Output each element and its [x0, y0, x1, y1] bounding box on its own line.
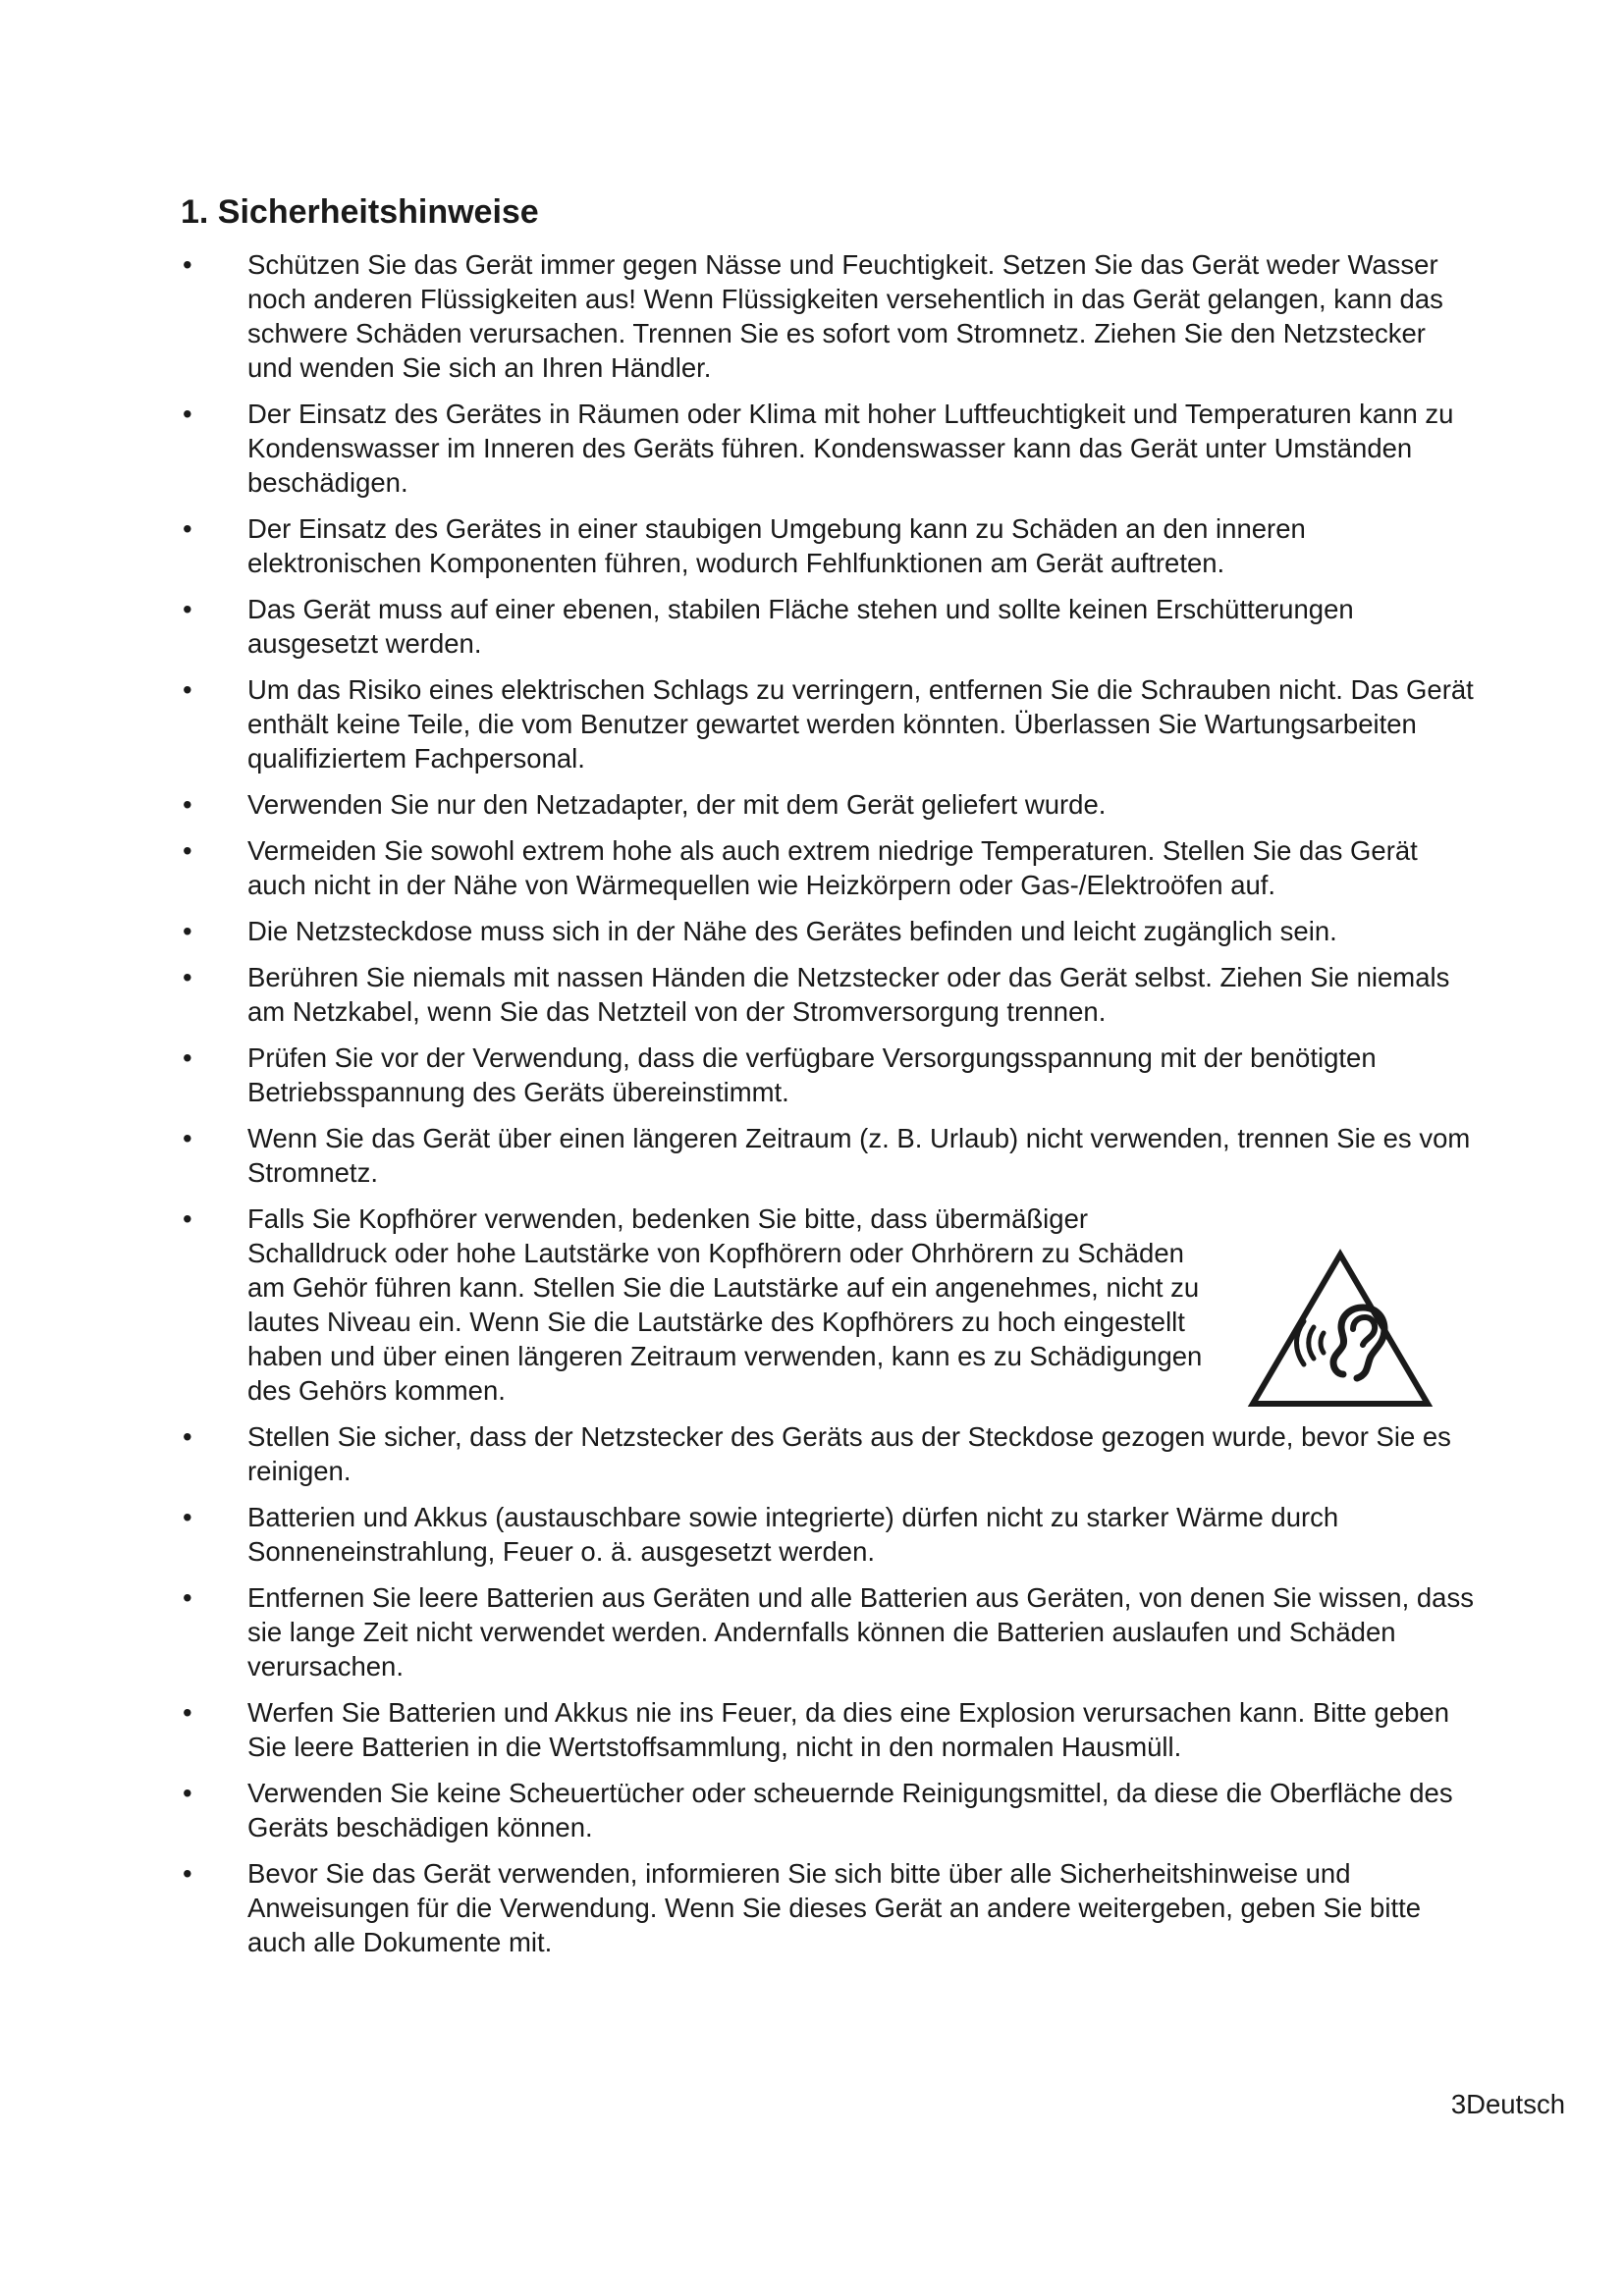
list-item-text: Berühren Sie niemals mit nassen Händen die Netzstecker oder das Gerät selbst. Ziehen Sie niemals am Netzkabel, wenn Sie das Netzteil von der Stromversorgung trennen. [247, 962, 1450, 1027]
bullet: • [183, 594, 192, 624]
list-item-text: Bevor Sie das Gerät verwenden, informieren Sie sich bitte über alle Sicherheitshinweise und Anweisungen für die Verwendung. Wenn Sie dieses Gerät an andere weitergeben, geben Sie bitte auch alle Dokumente mit. [247, 1858, 1422, 1957]
list-item-text: Die Netzsteckdose muss sich in der Nähe des Gerätes befinden und leicht zugänglich sein. [247, 916, 1337, 946]
bullet: • [183, 835, 192, 866]
list-item [0, 833, 1624, 902]
bullet: • [183, 1042, 192, 1073]
list-item [0, 511, 1624, 580]
list-item [0, 914, 1624, 948]
list-item [0, 1121, 1624, 1190]
list-item [0, 1580, 1624, 1683]
page-footer-label: 3Deutsch [1450, 2089, 1565, 2119]
list-item-text: Prüfen Sie vor der Verwendung, dass die verfügbare Versorgungsspannung mit der benötigten Betriebsspannung des Geräts übereinstimmt. [247, 1042, 1377, 1107]
bullet: • [183, 1697, 192, 1728]
list-item [0, 960, 1624, 1029]
list-item [0, 1776, 1624, 1844]
list-item-text: Der Einsatz des Gerätes in einer staubigen Umgebung kann zu Schäden an den inneren elektronischen Komponenten führen, wodurch Fehlfunktionen am Gerät auftreten. [247, 513, 1306, 578]
list-item-text: Batterien und Akkus (austauschbare sowie integrierte) dürfen nicht zu starker Wärme durch Sonneneinstrahlung, Feuer o. ä. ausgesetzt werden. [247, 1502, 1339, 1567]
hearing-warning-icon [1247, 1249, 1434, 1412]
list-item [0, 1856, 1624, 1959]
bullet: • [183, 399, 192, 429]
list-item [0, 592, 1624, 661]
list-item-text: Stellen Sie sicher, dass der Netzstecker des Geräts aus der Steckdose gezogen wurde, bevor Sie es reinigen. [247, 1421, 1451, 1486]
list-item-text: Das Gerät muss auf einer ebenen, stabilen Fläche stehen und sollte keinen Erschütterungen ausgesetzt werden. [247, 594, 1354, 659]
bullet: • [183, 1203, 192, 1234]
list-item [0, 672, 1624, 775]
list-item-text: Falls Sie Kopfhörer verwenden, bedenken Sie bitte, dass übermäßiger Schalldruck oder hohe Lautstärke von Kopfhörern oder Ohrhörern zu Schäden am Gehör führen kann. Stellen Sie die Lautstärke auf ein angenehmes, nicht zu lautes Niveau ein. Wenn Sie die Lautstärke des Kopfhörers zu hoch eingestellt haben und über einen längeren Zeitraum verwenden, kann es zu Schädigungen des Gehörs kommen. [247, 1203, 1203, 1406]
list-item [0, 1695, 1624, 1764]
bullet: • [183, 1123, 192, 1153]
list-item-text: Um das Risiko eines elektrischen Schlags zu verringern, entfernen Sie die Schrauben nicht. Das Gerät enthält keine Teile, die vom Benutzer gewartet werden könnten. Überlassen Sie Wartungsarbeiten qualifiziertem Fachpersonal. [247, 674, 1474, 774]
list-item [0, 1500, 1624, 1569]
list-item-text: Verwenden Sie keine Scheuertücher oder scheuernde Reinigungsmittel, da diese die Oberfläche des Geräts beschädigen können. [247, 1778, 1453, 1842]
bullet: • [183, 1778, 192, 1808]
list-item [0, 1041, 1624, 1109]
list-item-text: Wenn Sie das Gerät über einen längeren Zeitraum (z. B. Urlaub) nicht verwenden, trennen Sie es vom Stromnetz. [247, 1123, 1471, 1188]
bullet: • [183, 1502, 192, 1532]
bullet: • [183, 916, 192, 946]
bullet: • [183, 513, 192, 544]
list-item-text: Entfernen Sie leere Batterien aus Geräten und alle Batterien aus Geräten, von denen Sie wissen, dass sie lange Zeit nicht verwendet werden. Andernfalls können die Batterien auslaufen und Schäden verursachen. [247, 1582, 1474, 1682]
list-item-text: Der Einsatz des Gerätes in Räumen oder Klima mit hoher Luftfeuchtigkeit und Temperaturen kann zu Kondenswasser im Inneren des Geräts führen. Kondenswasser kann das Gerät unter Umständen beschädigen. [247, 399, 1454, 498]
list-item [0, 397, 1624, 500]
bullet: • [183, 789, 192, 820]
safety-instructions-list [0, 247, 1624, 1971]
list-item [0, 1419, 1624, 1488]
bullet: • [183, 674, 192, 705]
list-item-text: Verwenden Sie nur den Netzadapter, der mit dem Gerät geliefert wurde. [247, 789, 1107, 820]
list-item-text: Vermeiden Sie sowohl extrem hohe als auch extrem niedrige Temperaturen. Stellen Sie das Gerät auch nicht in der Nähe von Wärmequellen wie Heizkörpern oder Gas-/Elektroöfen auf. [247, 835, 1418, 900]
bullet: • [183, 1582, 192, 1613]
list-item [0, 787, 1624, 822]
list-item-text: Werfen Sie Batterien und Akkus nie ins Feuer, da dies eine Explosion verursachen kann. Bitte geben Sie leere Batterien in die Wertstoffsammlung, nicht in den normalen Hausmüll. [247, 1697, 1449, 1762]
bullet: • [183, 1858, 192, 1889]
bullet: • [183, 249, 192, 280]
bullet: • [183, 962, 192, 992]
bullet: • [183, 1421, 192, 1452]
section-heading: 1. Sicherheitshinweise [181, 193, 539, 231]
list-item [0, 247, 1624, 385]
list-item-text: Schützen Sie das Gerät immer gegen Nässe und Feuchtigkeit. Setzen Sie das Gerät weder Wasser noch anderen Flüssigkeiten aus! Wenn Flüssigkeiten versehentlich in das Gerät gelangen, kann das schwere Schäden verursachen. Trennen Sie es sofort vom Stromnetz. Ziehen Sie den Netzstecker und wenden Sie sich an Ihren Händler. [247, 249, 1443, 383]
